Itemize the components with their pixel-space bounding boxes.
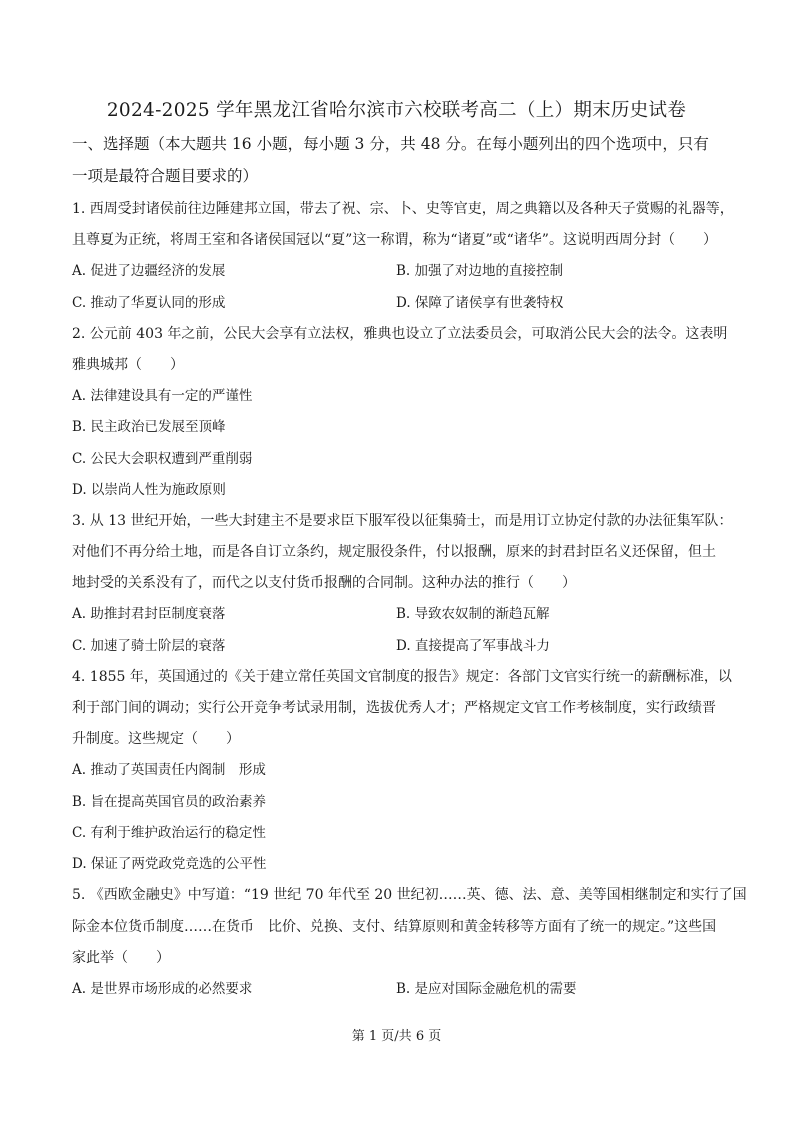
question-5-line-1: 5. 《西欧金融史》中写道：“19 世纪 70 年代至 20 世纪初……英、德、法、意、美等国相继制定和实行了国 xyxy=(72,887,747,903)
question-2-line-2: 雅典城邦（ ） xyxy=(72,357,184,373)
question-3-line-1: 3. 从 13 世纪开始，一些大封建主不是要求臣下服军役以征集骑士，而是用订立协定付款的办法征集军队： xyxy=(72,513,733,529)
question-1-option-b: B. 加强了对边地的直接控制 xyxy=(396,263,564,279)
question-1-line-2: 且尊夏为正统，将周王室和各诸侯国冠以“夏”这一称谓，称为“诸夏”或“诸华”。这说明西周分封（ ） xyxy=(72,232,717,248)
question-3-line-2: 对他们不再分给土地，而是各自订立条约，规定服役条件，付以报酬，原来的封君封臣名义还保留，但土 xyxy=(72,544,716,560)
question-3-option-a: A. 助推封君封臣制度衰落 xyxy=(72,606,226,622)
section-heading-line-1: 一、选择题（本大题共 16 小题，每小题 3 分，共 48 分。在每小题列出的四个选项中，只有 xyxy=(72,135,709,153)
question-1-line-1: 1. 西周受封诸侯前往边陲建邦立国，带去了祝、宗、卜、史等官吏，周之典籍以及各种天子赏赐的礼器等， xyxy=(72,201,734,217)
question-2-option-c: C. 公民大会职权遭到严重削弱 xyxy=(72,451,253,467)
question-5-line-3: 家此举（ ） xyxy=(72,950,170,966)
question-2-option-a: A. 法律建设具有一定的严谨性 xyxy=(72,388,253,404)
question-1-option-d: D. 保障了诸侯享有世袭特权 xyxy=(396,295,564,311)
page-title: 2024-2025 学年黑龙江省哈尔滨市六校联考高二（上）期末历史试卷 xyxy=(106,100,687,121)
question-4-option-d: D. 保证了两党政党竞选的公平性 xyxy=(72,856,267,872)
question-4-line-2: 利于部门间的调动；实行公开竞争考试录用制，选拔优秀人才；严格规定文官工作考核制度，实行政绩晋 xyxy=(72,700,716,716)
question-4-line-1: 4. 1855 年，英国通过的《关于建立常任英国文官制度的报告》规定：各部门文官实行统一的薪酬标准，以 xyxy=(72,669,732,685)
question-4-line-3: 升制度。这些规定（ ） xyxy=(72,731,240,747)
question-4-option-a: A. 推动了英国责任内阁制 形成 xyxy=(72,762,266,778)
question-5-option-a: A. 是世界市场形成的必然要求 xyxy=(72,981,253,997)
question-3-option-b: B. 导致农奴制的渐趋瓦解 xyxy=(396,606,550,622)
question-4-option-c: C. 有利于维护政治运行的稳定性 xyxy=(72,825,266,841)
page-footer: 第 1 页/共 6 页 xyxy=(351,1029,442,1044)
question-3-option-d: D. 直接提高了军事战斗力 xyxy=(396,638,550,654)
question-1-option-c: C. 推动了华夏认同的形成 xyxy=(72,295,226,311)
question-1-option-a: A. 促进了边疆经济的发展 xyxy=(72,263,226,279)
question-4-option-b: B. 旨在提高英国官员的政治素养 xyxy=(72,794,267,810)
question-3-option-c: C. 加速了骑士阶层的衰落 xyxy=(72,638,226,654)
question-2-option-b: B. 民主政治已发展至顶峰 xyxy=(72,419,226,435)
question-5-line-2: 际金本位货币制度……在货币 比价、兑换、支付、结算原则和黄金转移等方面有了统一的规定。”这些国 xyxy=(72,919,717,935)
question-2-line-1: 2. 公元前 403 年之前，公民大会享有立法权，雅典也设立了立法委员会，可取消公民大会的法令。这表明 xyxy=(72,326,728,342)
question-3-line-3: 地封受的关系没有了，而代之以支付货币报酬的合同制。这种办法的推行（ ） xyxy=(72,575,576,591)
question-5-option-b: B. 是应对国际金融危机的需要 xyxy=(396,981,577,997)
question-2-option-d: D. 以崇尚人性为施政原则 xyxy=(72,482,226,498)
section-heading-line-2: 一项是最符合题目要求的） xyxy=(72,167,259,185)
